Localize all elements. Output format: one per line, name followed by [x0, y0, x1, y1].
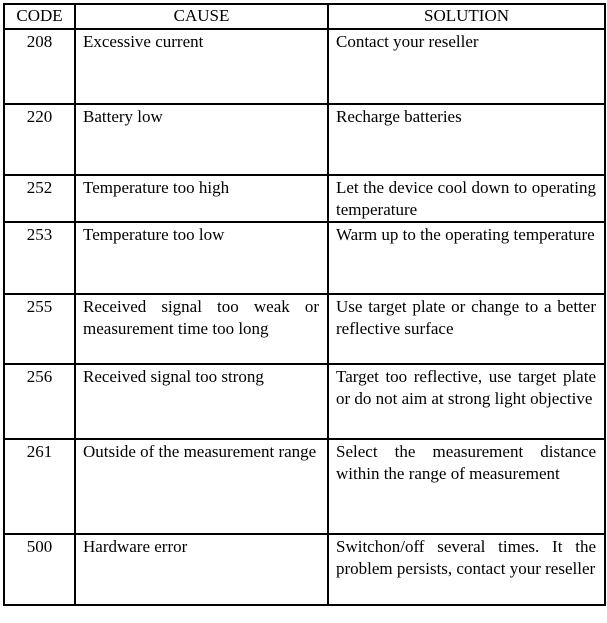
- header-solution: SOLUTION: [328, 4, 605, 29]
- header-cause: CAUSE: [75, 4, 328, 29]
- cell-cause: Battery low: [75, 104, 328, 175]
- table-row: [4, 29, 605, 104]
- cell-code: 208: [4, 29, 75, 104]
- cell-solution: Select the measurement distance within the range of measurement: [328, 439, 605, 534]
- table-row: [4, 534, 605, 605]
- cell-solution: Let the device cool down to operating temperature: [328, 175, 605, 223]
- cell-code: 256: [4, 364, 75, 439]
- table-row: [4, 175, 605, 223]
- table-body: [4, 29, 605, 606]
- cell-cause: Temperature too low: [75, 222, 328, 294]
- cell-cause: Excessive current: [75, 29, 328, 104]
- cell-solution: Switchon/off several times. It the problem persists, contact your reseller: [328, 534, 605, 605]
- header-row: [4, 4, 605, 29]
- table-row: [4, 364, 605, 439]
- table-row: [4, 439, 605, 534]
- cell-cause: Outside of the measurement range: [75, 439, 328, 534]
- cell-code: 252: [4, 175, 75, 223]
- table-row: [4, 294, 605, 364]
- table-row: [4, 104, 605, 175]
- cell-code: 253: [4, 222, 75, 294]
- cell-solution: Contact your reseller: [328, 29, 605, 104]
- cell-solution: Recharge batteries: [328, 104, 605, 175]
- cell-solution: Warm up to the operating temperature: [328, 222, 605, 294]
- cell-code: 255: [4, 294, 75, 364]
- cell-code: 500: [4, 534, 75, 605]
- table-row: [4, 222, 605, 294]
- cell-cause: Received signal too strong: [75, 364, 328, 439]
- error-code-table: [3, 3, 606, 606]
- cell-solution: Use target plate or change to a better reflective surface: [328, 294, 605, 364]
- cell-cause: Temperature too high: [75, 175, 328, 223]
- header-code: CODE: [4, 4, 75, 29]
- cell-solution: Target too reflective, use target plate or do not aim at strong light objective: [328, 364, 605, 439]
- cell-cause: Hardware error: [75, 534, 328, 605]
- cell-code: 220: [4, 104, 75, 175]
- cell-cause: Received signal too weak or measurement time too long: [75, 294, 328, 364]
- cell-code: 261: [4, 439, 75, 534]
- table-header: [4, 4, 605, 29]
